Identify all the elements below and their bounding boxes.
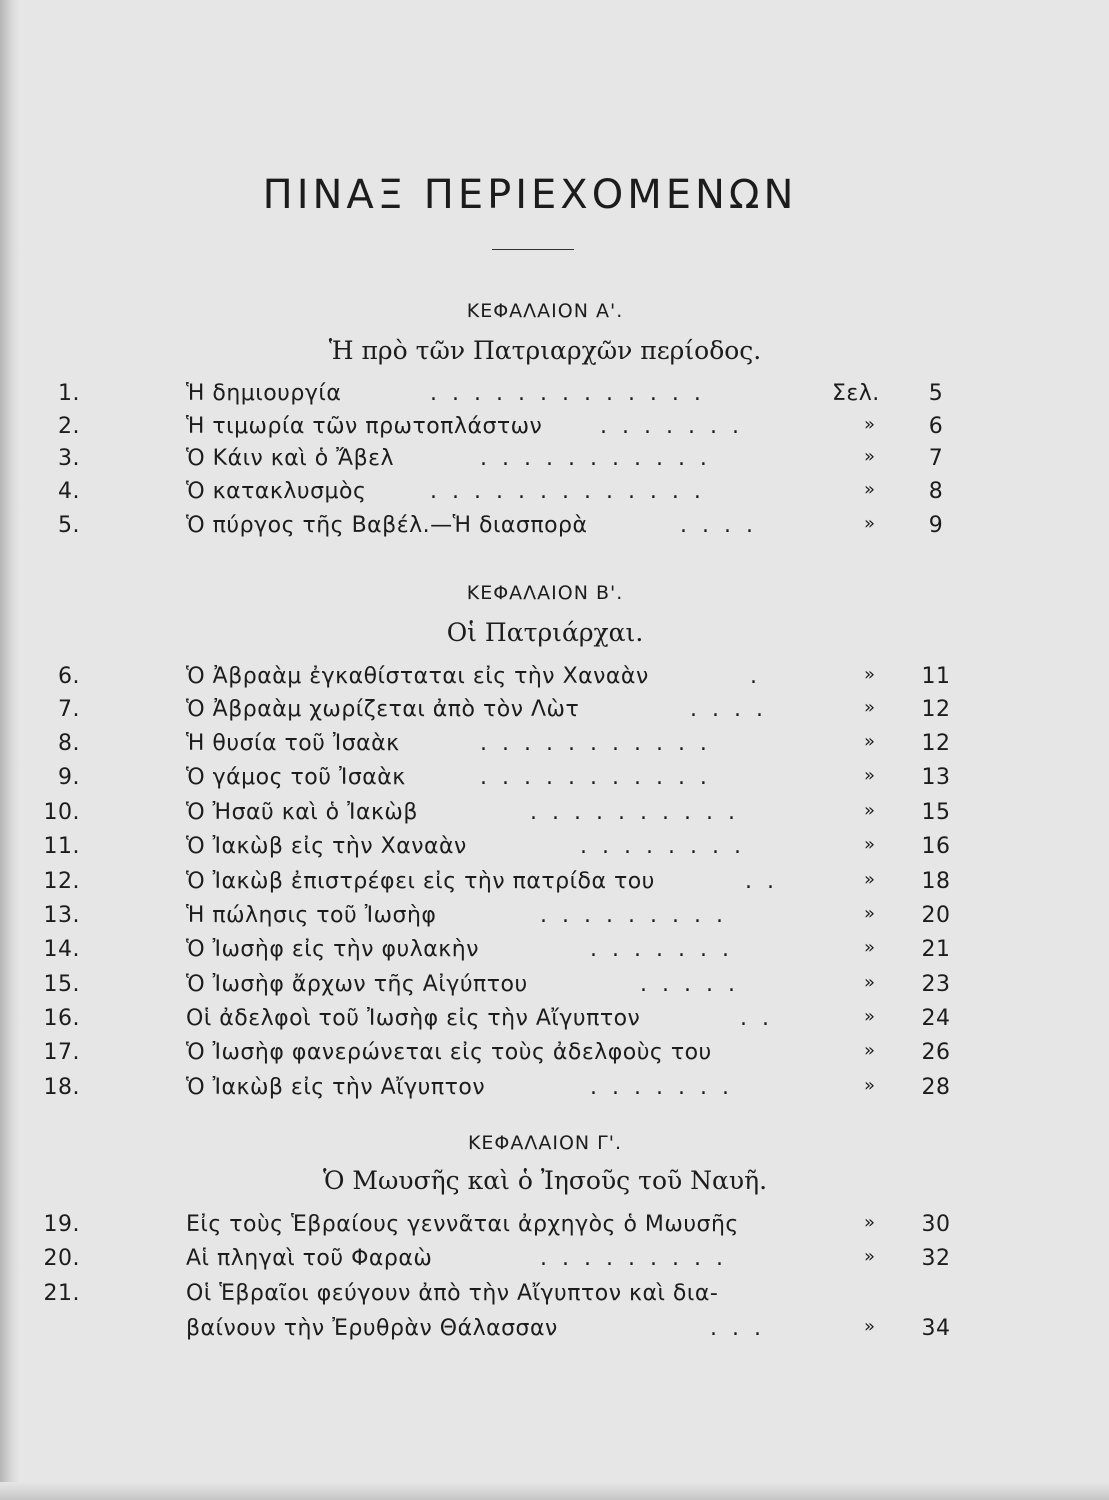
entry-number: 8.: [58, 731, 80, 756]
toc-entry: [0, 731, 1000, 763]
toc-entry: [0, 479, 1000, 511]
ditto-mark: »: [864, 414, 876, 435]
entry-number: 12.: [43, 869, 80, 894]
entry-title: Εἰς τοὺς Ἑβραίους γεννᾶται ἀρχηγὸς ὁ Μωυσῆς: [186, 1212, 739, 1237]
entry-page-number: 9: [928, 513, 944, 538]
ditto-mark: »: [864, 1246, 876, 1267]
entry-page-number: 11: [921, 664, 951, 689]
entry-number: 15.: [43, 972, 80, 997]
entry-page-number: 20: [921, 903, 951, 928]
entry-page-number: 13: [921, 765, 951, 790]
entry-title: Ὁ Ἰωσὴφ φανερώνεται εἰς τοὺς ἀδελφοὺς του: [186, 1040, 712, 1065]
page-title: ΠΙΝΑΞ ΠΕΡΙΕΧΟΜΕΝΩΝ: [262, 172, 798, 218]
toc-entry: [0, 513, 1000, 545]
entry-number: 16.: [43, 1006, 80, 1031]
ditto-mark: »: [864, 479, 876, 500]
toc-entry: [0, 1246, 1000, 1278]
entry-title: Ἡ θυσία τοῦ Ἰσαὰκ: [186, 731, 400, 756]
entry-page-number: 12: [921, 731, 951, 756]
dot-leader: .......: [590, 1075, 744, 1100]
ditto-mark: »: [864, 446, 876, 467]
toc-entry: [0, 834, 1000, 866]
title-rule: [492, 249, 574, 250]
toc-entry: [0, 972, 1000, 1004]
entry-title: Ὁ Ἠσαῦ καὶ ὁ Ἰακὼβ: [186, 800, 418, 825]
entry-number: 7.: [58, 697, 80, 722]
entry-page-number: 18: [921, 869, 951, 894]
toc-entry: [0, 1006, 1000, 1038]
entry-title: Ὁ Ἰωσὴφ ἄρχων τῆς Αἰγύπτου: [186, 972, 528, 997]
entry-number: 2.: [58, 414, 80, 439]
chapter-subtitle-a: Ἡ πρὸ τῶν Πατριαρχῶν περίοδος.: [328, 336, 762, 365]
toc-entry: [0, 1281, 1000, 1313]
ditto-mark: »: [864, 513, 876, 534]
dot-leader: ...: [710, 1316, 776, 1341]
entry-title: Ὁ Ἰακὼβ εἰς τὴν Αἴγυπτον: [186, 1075, 486, 1100]
ditto-mark: »: [864, 869, 876, 890]
entry-title: Ὁ Ἀβραὰμ χωρίζεται ἀπὸ τὸν Λὼτ: [186, 697, 580, 722]
entry-page-number: 24: [921, 1006, 951, 1031]
toc-entry: [0, 1316, 1000, 1348]
chapter-heading-c: ΚΕΦΑΛΑΙΟΝ Γ'.: [467, 1132, 623, 1154]
entry-page-number: 15: [921, 800, 951, 825]
entry-title: Ἡ δημιουργία: [186, 381, 342, 406]
entry-page-number: 26: [921, 1040, 951, 1065]
entry-page-number: 7: [928, 446, 944, 471]
entry-page-number: 28: [921, 1075, 951, 1100]
entry-title: Ὁ Ἰωσὴφ εἰς τὴν φυλακὴν: [186, 937, 479, 962]
entry-number: 20.: [43, 1246, 80, 1271]
dot-leader: ........: [580, 834, 756, 859]
toc-entry: [0, 937, 1000, 969]
entry-title: Ὁ Ἀβραὰμ ἐγκαθίσταται εἰς τὴν Χαναὰν: [186, 664, 649, 689]
chapter-heading-b: ΚΕΦΑΛΑΙΟΝ Β'.: [466, 582, 624, 604]
entry-number: 4.: [58, 479, 80, 504]
entry-number: 17.: [43, 1040, 80, 1065]
entry-page-number: 23: [921, 972, 951, 997]
ditto-mark: »: [864, 972, 876, 993]
dot-leader: .......: [590, 937, 744, 962]
ditto-mark: »: [864, 697, 876, 718]
toc-entry: [0, 1075, 1000, 1107]
entry-title: Ὁ Κάιν καὶ ὁ Ἄβελ: [186, 446, 395, 471]
entry-number: 11.: [43, 834, 80, 859]
dot-leader: ...........: [480, 446, 722, 471]
dot-leader: ....: [690, 697, 778, 722]
dot-leader: ..: [740, 1006, 784, 1031]
entry-page-number: 21: [921, 937, 951, 962]
entry-page-number: 8: [928, 479, 944, 504]
entry-number: 5.: [58, 513, 80, 538]
entry-title: Ὁ πύργος τῆς Βαβέλ.—Ἡ διασπορὰ: [186, 513, 588, 538]
entry-title: Ὁ κατακλυσμὸς: [186, 479, 367, 504]
ditto-mark: »: [864, 731, 876, 752]
toc-entry: [0, 765, 1000, 797]
toc-entry: [0, 414, 1000, 446]
toc-entry: [0, 869, 1000, 901]
entry-number: 9.: [58, 765, 80, 790]
chapter-subtitle-c: Ὁ Μωυσῆς καὶ ὁ Ἰησοῦς τοῦ Ναυῆ.: [322, 1166, 768, 1195]
dot-leader: .............: [430, 381, 716, 406]
dot-leader: ....: [680, 513, 768, 538]
dot-leader: ...........: [480, 765, 722, 790]
entry-title: Ὁ Ἰακὼβ εἰς τὴν Χαναὰν: [186, 834, 467, 859]
ditto-mark: »: [864, 1075, 876, 1096]
toc-entry: [0, 381, 1000, 413]
chapter-subtitle-b: Οἱ Πατριάρχαι.: [446, 618, 644, 647]
ditto-mark: »: [864, 834, 876, 855]
entry-title: Ἡ πώλησις τοῦ Ἰωσὴφ: [186, 903, 437, 928]
toc-entry: [0, 664, 1000, 696]
dot-leader: ..: [745, 869, 789, 894]
ditto-mark: »: [864, 1006, 876, 1027]
dot-leader: ...........: [480, 731, 722, 756]
dot-leader: .........: [540, 1246, 738, 1271]
entry-number: 13.: [43, 903, 80, 928]
dot-leader: .........: [540, 903, 738, 928]
toc-entry: [0, 1040, 1000, 1072]
ditto-mark: »: [864, 1316, 876, 1337]
entry-number: 6.: [58, 664, 80, 689]
ditto-mark: »: [864, 800, 876, 821]
entry-page-number: 30: [921, 1212, 951, 1237]
entry-number: 18.: [43, 1075, 80, 1100]
entry-number: 3.: [58, 446, 80, 471]
entry-number: 19.: [43, 1212, 80, 1237]
entry-title: Οἱ ἀδελφοὶ τοῦ Ἰωσὴφ εἰς τὴν Αἴγυπτον: [186, 1006, 641, 1031]
ditto-mark: »: [864, 937, 876, 958]
toc-entry: [0, 903, 1000, 935]
entry-page-number: 34: [921, 1316, 951, 1341]
entry-title: Ὁ Ἰακὼβ ἐπιστρέφει εἰς τὴν πατρίδα του: [186, 869, 655, 894]
page-bottom-shadow: [0, 1482, 1109, 1500]
toc-entry: [0, 446, 1000, 478]
dot-leader: .......: [600, 414, 754, 439]
entry-title: βαίνουν τὴν Ἐρυθρὰν Θάλασσαν: [186, 1316, 558, 1341]
entry-title: Ὁ γάμος τοῦ Ἰσαὰκ: [186, 765, 406, 790]
toc-entry: [0, 1212, 1000, 1244]
toc-entry: [0, 697, 1000, 729]
entry-title: Αἱ πληγαὶ τοῦ Φαραὼ: [186, 1246, 433, 1271]
dot-leader: .....: [640, 972, 750, 997]
dot-leader: ..........: [530, 800, 750, 825]
entry-title: Οἱ Ἑβραῖοι φεύγουν ἀπὸ τὴν Αἴγυπτον καὶ δια-: [186, 1281, 719, 1306]
entry-page-number: 5: [928, 381, 944, 406]
toc-entry: [0, 800, 1000, 832]
entry-page-number: 12: [921, 697, 951, 722]
page-label: Σελ.: [832, 381, 880, 406]
entry-number: 21.: [43, 1281, 80, 1306]
entry-page-number: 32: [921, 1246, 951, 1271]
ditto-mark: »: [864, 765, 876, 786]
chapter-heading-a: ΚΕΦΑΛΑΙΟΝ Α'.: [466, 300, 624, 322]
ditto-mark: »: [864, 664, 876, 685]
entry-page-number: 16: [921, 834, 951, 859]
dot-leader: .............: [430, 479, 716, 504]
entry-number: 10.: [43, 800, 80, 825]
ditto-mark: »: [864, 1040, 876, 1061]
entry-number: 1.: [58, 381, 80, 406]
entry-title: Ἡ τιμωρία τῶν πρωτοπλάστων: [186, 414, 543, 439]
entry-page-number: 6: [928, 414, 944, 439]
dot-leader: .: [750, 664, 772, 689]
ditto-mark: »: [864, 903, 876, 924]
entry-number: 14.: [43, 937, 80, 962]
ditto-mark: »: [864, 1212, 876, 1233]
